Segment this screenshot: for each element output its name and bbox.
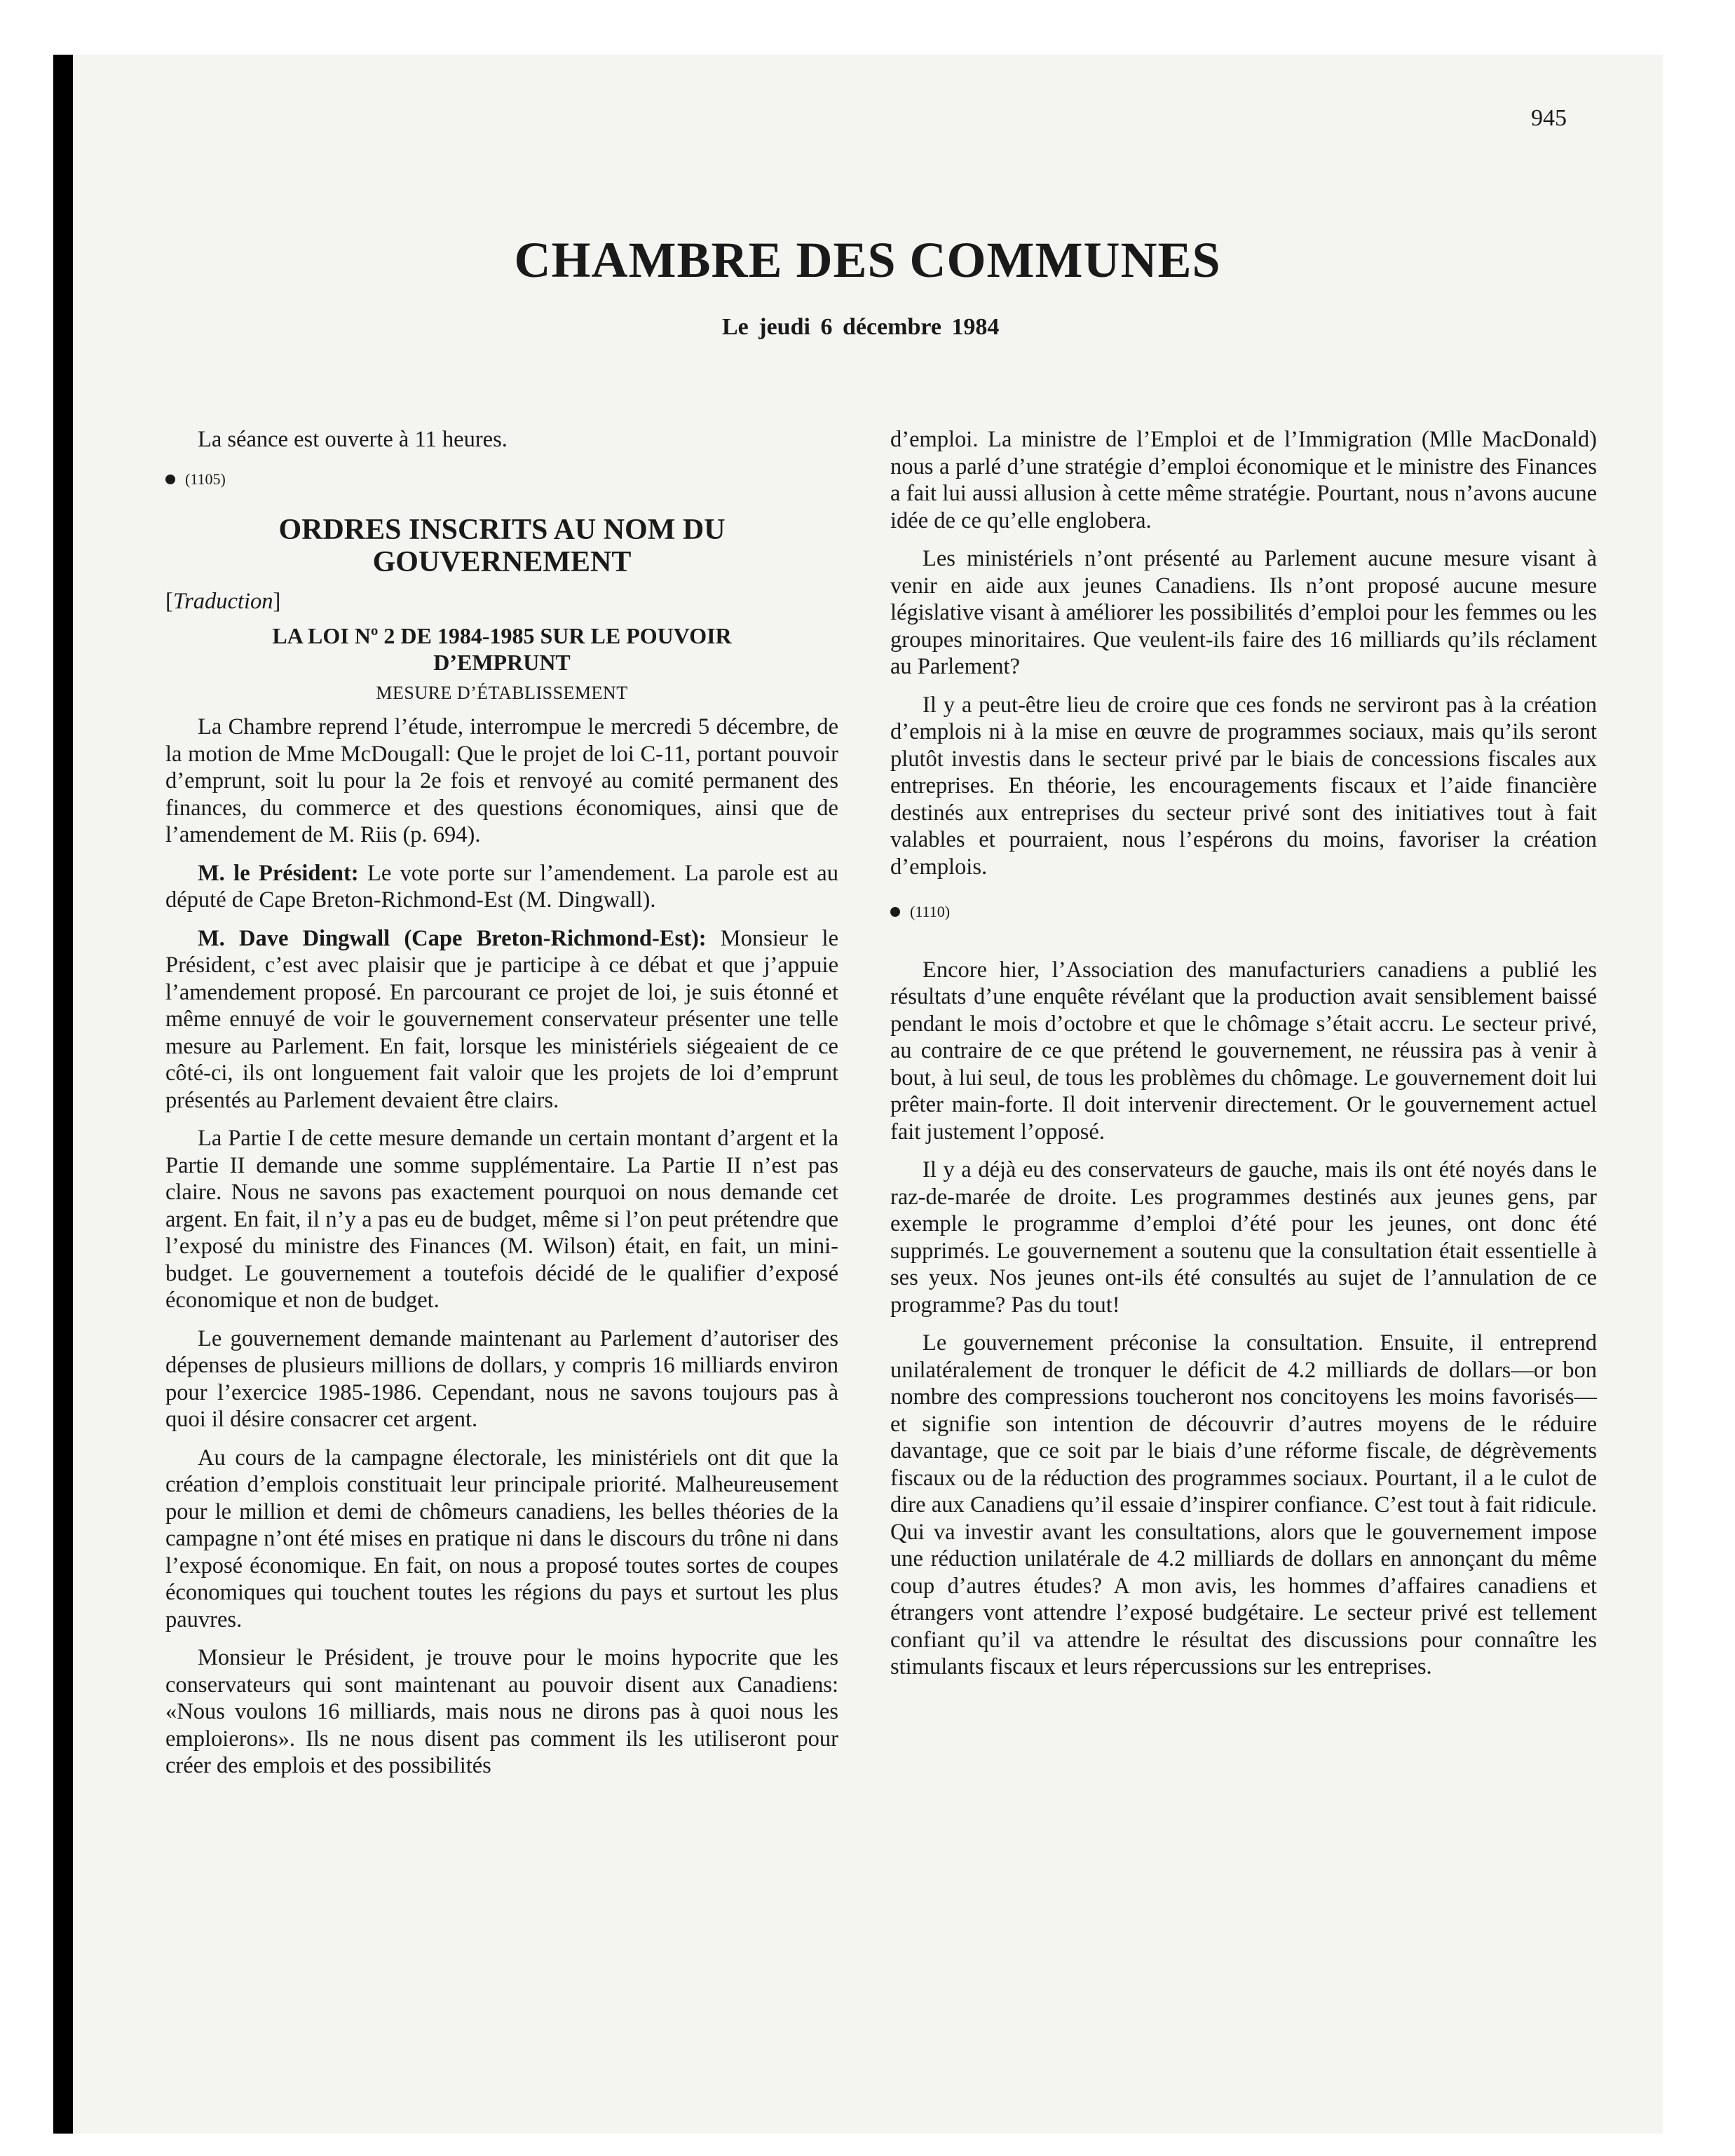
speech-text: Le vote porte sur l’amendement. La parole est au député de Cape Breton-Richmond-Est (M. Dingwall). (165, 860, 838, 913)
right-column (890, 426, 1597, 1692)
paragraph: La Partie I de cette mesure demande un certain montant d’argent et la Partie II demande une somme supplémentaire. La Partie II n’est pas claire. Nous ne savons pas exactement pourquoi on nous demande cet argent. En fait, il n’y a pas eu de budget, même si l’on peut prétendre que l’exposé du ministre des Finances (M. Wilson) était, en fait, un mini-budget. Le gouvernement a toutefois décidé de le qualifier d’exposé économique et non de budget. (165, 1126, 838, 1313)
paragraph: Les ministériels n’ont présenté au Parlement aucune mesure visant à venir en aide aux jeunes Canadiens. Ils n’ont proposé aucune mesure législative visant à améliorer les possibilités d’emploi pour les femmes ou les groupes minoritaires. Que veulent-ils faire des 16 milliards qu’ils réclament au Parlement? (890, 546, 1597, 679)
sitting-date: Le jeudi 6 décembre 1984 (722, 314, 1000, 340)
bullet-icon (165, 475, 175, 484)
bill-title: LA LOI Nº 2 DE 1984-1985 SUR LE POUVOIR D’EMPRUNT (272, 622, 732, 675)
time-marker (165, 466, 838, 493)
bullet-icon (890, 907, 900, 917)
time-marker-label: (1110) (910, 903, 951, 920)
time-marker-label: (1105) (185, 470, 226, 488)
traduction-label: Traduction (172, 589, 273, 614)
speaker-name: M. le Président: (198, 860, 359, 886)
left-column (165, 426, 838, 1791)
speaker-name: M. Dave Dingwall (Cape Breton-Richmond-Est): (198, 925, 707, 951)
paragraph: Le gouvernement demande maintenant au Parlement d’autoriser des dépenses de plusieurs millions de dollars, y compris 16 milliards environ pour l’exercice 1985-1986. Cependant, nous ne savons toujours pas à quoi il désire consacrer cet argent. (165, 1325, 838, 1432)
paragraph: Il y a peut-être lieu de croire que ces fonds ne serviront pas à la création d’emplois ni à la mise en œuvre de programmes sociaux, mais qu’ils seront plutôt investis dans le secteur privé par le biais de concessions fiscales aux entreprises. En théorie, les encouragements fiscaux et l’aide financière destinés aux entreprises du secteur privé sont des initiatives tout à fait valables et pourraient, nous l’espérons du moins, favoriser la création d’emplois. (890, 692, 1597, 880)
paragraph: Monsieur le Président, je trouve pour le moins hypocrite que les conservateurs qui sont maintenant au pouvoir disent aux Canadiens: «Nous voulons 16 milliards, mais nous ne dirons pas à quoi nous les emploierons». Ils ne nous disent pas comment ils les utiliseront pour créer des emplois et des possibilités (165, 1645, 838, 1778)
paragraph (165, 925, 838, 1114)
scan-edge-band (53, 55, 73, 2134)
paragraph: Il y a déjà eu des conservateurs de gauche, mais ils ont été noyés dans le raz-de-marée de droite. Les programmes destinés aux jeunes gens, par exemple le programme d’emploi d’été pour les jeunes, ont donc été supprimés. Le gouvernement a soutenu que la consultation était essentielle à ses yeux. Nos jeunes ont-ils été consultés au sujet de l’annulation de ce programme? Pas du tout! (890, 1157, 1597, 1318)
traduction-note: [Traduction] (165, 589, 281, 614)
paragraph (165, 860, 838, 914)
paragraph: Encore hier, l’Association des manufacturiers canadiens a publié les résultats d’une enquête révélant que la production avait sensiblement baissé pendant le mois d’octobre et que le chômage s’était accru. Le secteur privé, au contraire de ce que prétend le gouvernement, ne réussira pas à venir à bout, à lui seul, de tous les problèmes du chômage. Le gouvernement doit lui prêter main-forte. Il doit intervenir directement. Or le gouvernement actuel fait justement l’opposé. (890, 957, 1597, 1145)
paragraph: La Chambre reprend l’étude, interrompue le mercredi 5 décembre, de la motion de Mme McDougall: Que le projet de loi C-11, portant pouvoir d’emprunt, soit lu pour la 2e fois et renvoyé au comité permanent des finances, du commerce et des questions économiques, ainsi que de l’amendement de M. Riis (p. 694). (165, 714, 838, 847)
paragraph: Le gouvernement préconise la consultation. Ensuite, il entreprend unilatéralement de tronquer le déficit de 4.2 milliards de dollars—or bon nombre des compressions toucheront nos concitoyens les moins favorisés—et signifie son intention de découvrir d’autres moyens de le réduire davantage, que ce soit par le biais d’une réforme fiscale, de dégrèvements fiscaux ou de la réduction des programmes sociaux. Pourtant, il a le culot de dire aux Canadiens qu’il essaie d’inspirer confiance. C’est tout à fait ridicule. Qui va investir avant les consultations, alors que le gouvernement impose une réduction unilatérale de 4.2 milliards de dollars en annonçant du même coup d’autres études? A mon avis, les hommes d’affaires canadiens et étrangers vont attendre l’exposé budgétaire. Le secteur privé est tellement confiant qu’il va attendre le résultat des discussions pour connaître les stimulants fiscaux et leurs répercussions sur les entreprises. (890, 1330, 1597, 1679)
paragraph: d’emploi. La ministre de l’Emploi et de l’Immigration (Mlle MacDonald) nous a parlé d’une stratégie d’emploi économique et le ministre des Finances a fait lui aussi allusion à cette même stratégie. Pourtant, nous n’avons aucune idée de ce qu’elle englobera. (890, 427, 1597, 533)
time-marker (890, 899, 1597, 926)
bill-subtitle: MESURE D’ÉTABLISSEMENT (376, 682, 628, 703)
opening-line: La séance est ouverte à 11 heures. (198, 427, 508, 452)
page-number: 945 (1531, 105, 1567, 131)
section-heading: ORDRES INSCRITS AU NOM DU GOUVERNEMENT (278, 514, 726, 578)
speech-text: Monsieur le Président, c’est avec plaisir que je participe à ce débat et que j’appuie l’amendement proposé. En parcourant ce projet de loi, je suis étonné et même ennuyé de voir le gouvernement conservateur présenter une telle mesure au Parlement. En fait, lorsque les ministériels siégeaient de ce côté-ci, ils ont longuement fait valoir que les projets de loi d’emprunt présentés au Parlement devaient être clairs. (165, 925, 838, 1113)
paragraph: Au cours de la campagne électorale, les ministériels ont dit que la création d’emplois constituait leur principale priorité. Malheureusement pour le million et demi de chômeurs canadiens, les belles théories de la campagne n’ont été mises en pratique ni dans le discours du trône ni dans l’exposé économique. En fait, on nous a proposé toutes sortes de coupes économiques qui touchent toutes les régions du pays et surtout les plus pauvres. (165, 1445, 838, 1632)
page-title: CHAMBRE DES COMMUNES (514, 232, 1221, 288)
